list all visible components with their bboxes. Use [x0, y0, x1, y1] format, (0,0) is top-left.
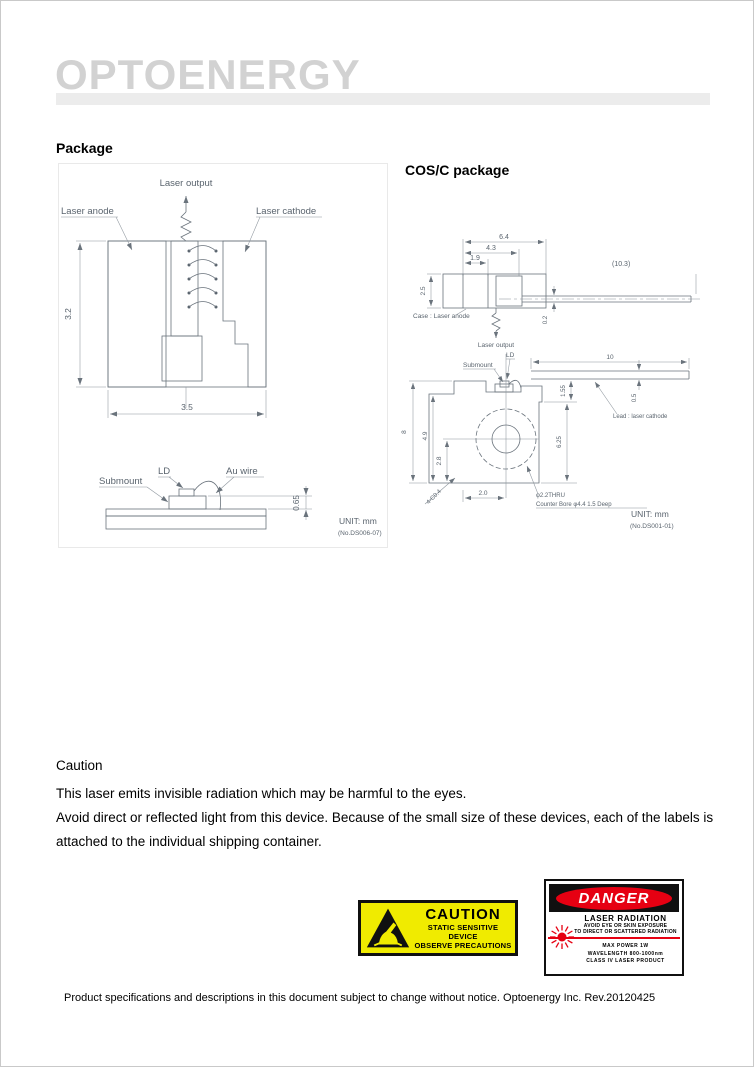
- esd-caution-label: [358, 900, 518, 956]
- danger-spec-class: CLASS IV LASER PRODUCT: [586, 958, 665, 964]
- footer-disclaimer: Product specifications and descriptions in this document subject to change without notice. Optoenergy Inc. Rev.20120425: [64, 992, 656, 1004]
- company-logo: OPTOENERGY: [55, 51, 361, 98]
- danger-heading: LASER RADIATION: [584, 914, 667, 923]
- esd-line-1: STATIC SENSITIVE DEVICE: [427, 922, 499, 941]
- dim-2-5: 2.5: [420, 286, 427, 296]
- section-title-cosc-package: COS/C package: [405, 162, 510, 178]
- caution-heading: Caution: [56, 758, 103, 773]
- label-case-laser-anode: Case : Laser anode: [413, 313, 470, 320]
- danger-laser-label: [544, 879, 684, 976]
- dim-8: 8: [401, 430, 408, 434]
- label-laser-cathode: Laser cathode: [256, 206, 317, 217]
- label-ld-cosc: LD: [506, 352, 515, 359]
- cosc-package-drawing: [399, 226, 719, 541]
- dim-6-25: 6.25: [557, 436, 563, 448]
- dim-0-2: 0.2: [543, 315, 549, 325]
- danger-spec-wavelength: WAVELENGTH 800-1000nm: [587, 950, 664, 957]
- danger-sub-2: TO DIRECT OR SCATTERED RADIATION: [574, 928, 677, 935]
- dim-total-length: (10.3): [612, 261, 631, 268]
- label-lead-laser-cathode: Lead : laser cathode: [613, 414, 668, 420]
- doc-number: (No.DS006-07): [338, 530, 382, 537]
- esd-line-2: OBSERVE PRECAUTIONS: [414, 940, 512, 950]
- dim-package-height: 3.2: [63, 308, 73, 320]
- note-hole-thru: φ2.2THRU: [536, 493, 565, 499]
- danger-sub-1: AVOID EYE OR SKIN EXPOSURE: [583, 923, 668, 929]
- esd-label-text: [413, 907, 513, 950]
- danger-title: DANGER: [578, 889, 650, 907]
- label-submount: Submount: [99, 476, 143, 487]
- note-counter-bore: Counter Bore φ4.4 1.5 Deep: [536, 502, 612, 508]
- dim-2-8: 2.8: [436, 456, 443, 466]
- label-laser-output-cosc: Laser output: [477, 342, 515, 349]
- label-laser-anode: Laser anode: [61, 206, 114, 217]
- danger-spec-power: MAX POWER 1W: [602, 943, 649, 949]
- doc-number-cosc: (No.DS001-01): [630, 523, 674, 530]
- wire-bonds: [188, 246, 218, 309]
- danger-specs: [572, 943, 679, 966]
- label-ld: LD: [158, 466, 171, 477]
- package-cross-section-drawing: [58, 164, 423, 546]
- anode-cathode-labels: [61, 206, 322, 252]
- unit-text-cosc: UNIT: mm: [631, 509, 669, 519]
- label-laser-output: Laser output: [159, 178, 213, 189]
- dim-submount-height: 0.65: [292, 495, 301, 511]
- dim-lead-length: 10: [606, 354, 614, 361]
- dim-4-9: 4.9: [422, 431, 429, 441]
- dim-1-55: 1.55: [561, 385, 567, 397]
- cosc-top-view: [401, 352, 689, 530]
- dimension-0-65: [208, 486, 312, 520]
- dimension-3-5: [108, 390, 266, 418]
- dim-1-9: 1.9: [470, 255, 480, 262]
- section-title-package: Package: [56, 140, 113, 156]
- caution-line-2: Avoid direct or reflected light from this device. Because of the small size of these devices, each of the labels is attached to the individual shipping container.: [56, 810, 714, 849]
- esd-title: CAUTION: [425, 905, 501, 923]
- laser-output-arrow: [160, 178, 213, 241]
- package-body: [108, 241, 266, 408]
- submount-side-view: [99, 466, 266, 529]
- caution-section: [56, 758, 724, 854]
- caution-line-1: This laser emits invisible radiation which may be harmful to the eyes.: [56, 786, 467, 801]
- danger-ellipse: [556, 887, 672, 910]
- dimension-3-2: [63, 241, 106, 387]
- unit-text: UNIT: mm: [339, 516, 377, 526]
- dim-6-4: 6.4: [499, 234, 509, 241]
- note-chamfer: 4-C0.4: [425, 488, 443, 506]
- laser-starburst-icon: [549, 924, 575, 955]
- cosc-side-view: [413, 234, 701, 349]
- dim-0-5: 0.5: [632, 393, 638, 403]
- unit-note-left: [338, 516, 382, 537]
- danger-body: [546, 912, 682, 972]
- danger-header-band: [549, 884, 679, 912]
- dim-package-width: 3.5: [181, 402, 193, 412]
- label-submount-cosc: Submount: [463, 362, 493, 369]
- esd-hand-icon: [363, 906, 413, 950]
- label-au-wire: Au wire: [226, 466, 258, 477]
- dim-4-3: 4.3: [486, 245, 496, 252]
- dim-2-0: 2.0: [478, 490, 488, 497]
